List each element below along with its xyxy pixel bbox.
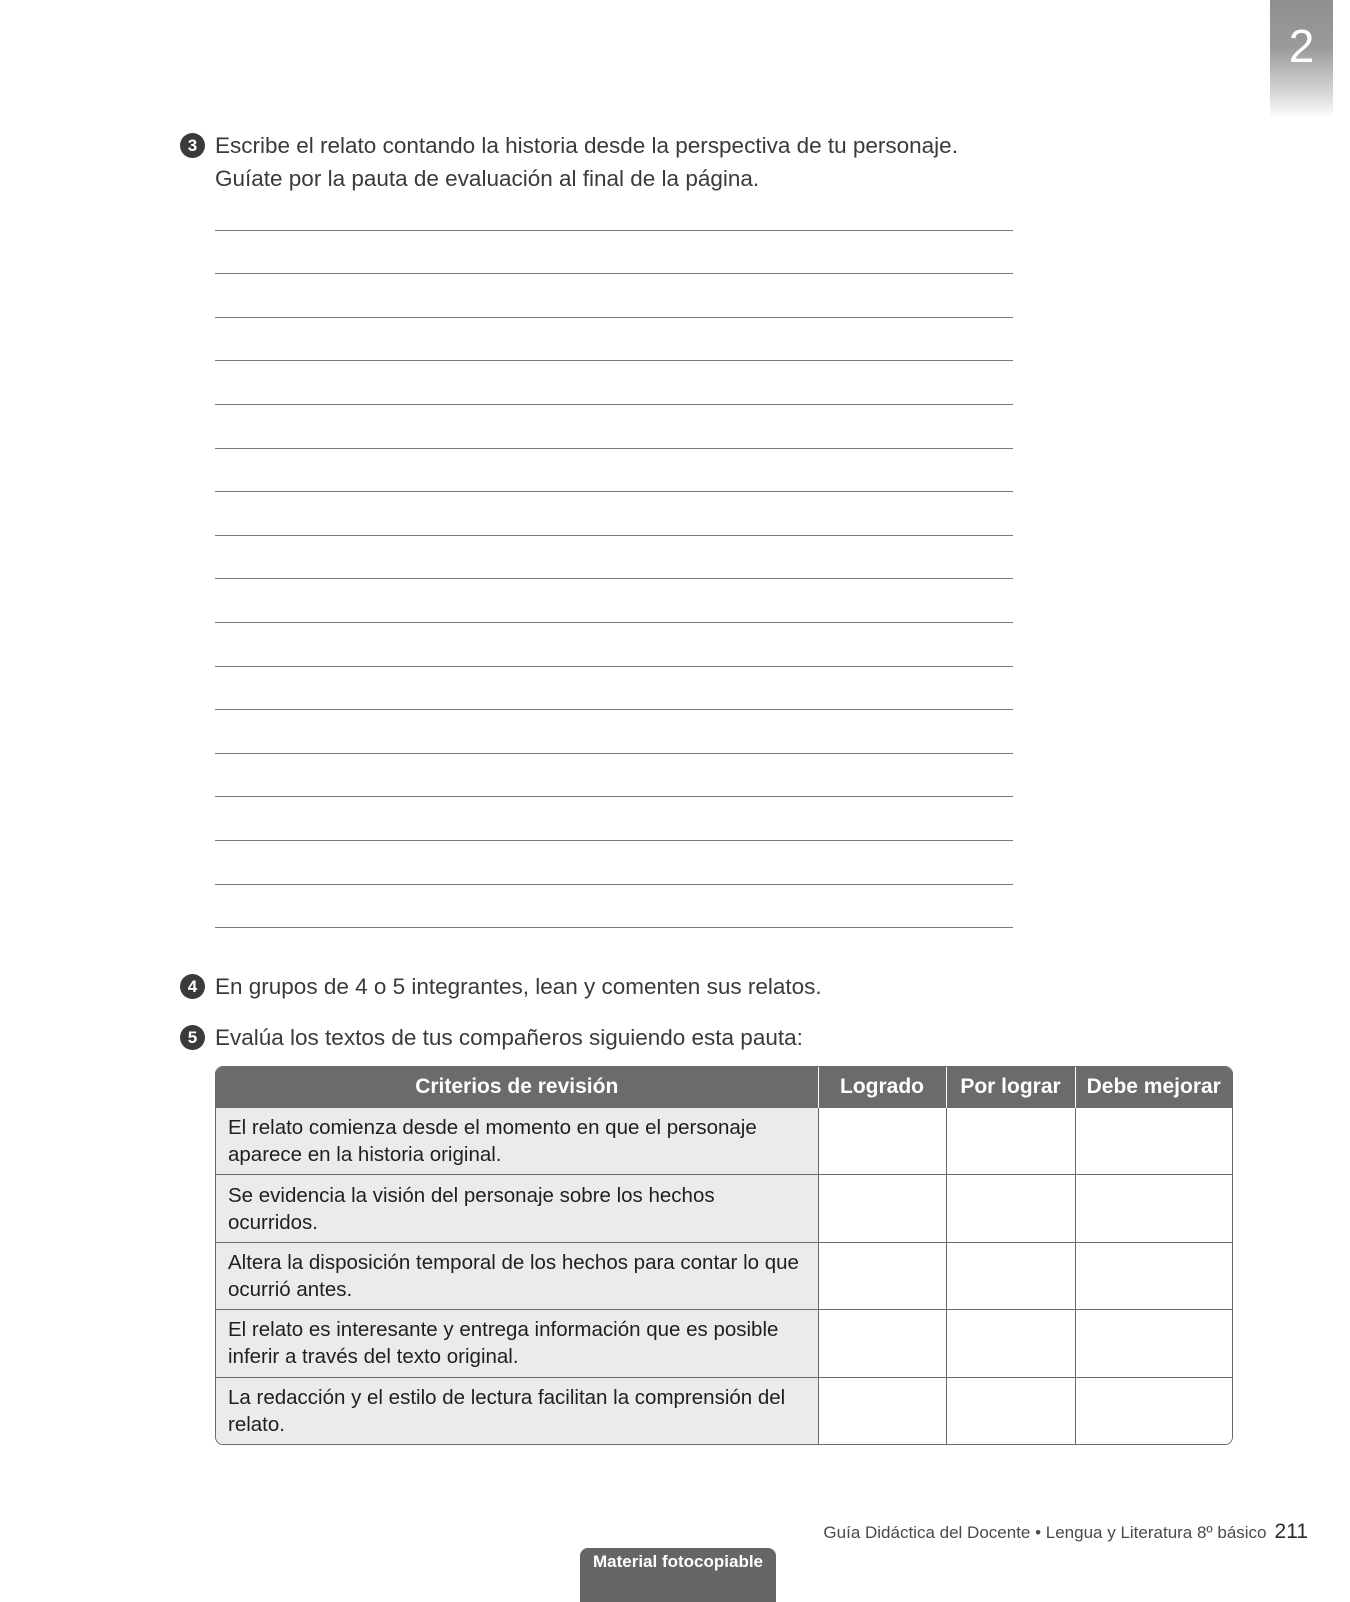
- criterion-cell: El relato es interesante y entrega información que es posible inferir a través del texto original.: [216, 1310, 818, 1377]
- por-lograr-cell[interactable]: [946, 1310, 1075, 1377]
- writing-line[interactable]: [215, 885, 1013, 929]
- activity-instruction: Escribe el relato contando la historia desde la perspectiva de tu personaje. Guíate por la pauta de evaluación al final de la página.: [215, 133, 958, 191]
- rubric-header-row: [216, 1067, 1232, 1108]
- writing-line[interactable]: [215, 492, 1013, 536]
- footer-caption: Guía Didáctica del Docente • Lengua y Literatura 8º básico: [823, 1523, 1267, 1542]
- writing-line[interactable]: [215, 579, 1013, 623]
- photocopy-badge: [580, 1548, 776, 1602]
- criterion-cell: Altera la disposición temporal de los hechos para contar lo que ocurrió antes.: [216, 1242, 818, 1309]
- table-row: [216, 1175, 1232, 1242]
- activity-instruction: Evalúa los textos de tus compañeros siguiendo esta pauta:: [215, 1025, 803, 1050]
- chapter-number: 2: [1288, 20, 1315, 72]
- writing-line[interactable]: [215, 797, 1013, 841]
- page-number: 211: [1274, 1520, 1308, 1543]
- por-lograr-cell[interactable]: [946, 1242, 1075, 1309]
- table-row: [216, 1310, 1232, 1377]
- header-logrado: Logrado: [818, 1067, 946, 1108]
- activity-number-badge: 3: [180, 133, 205, 158]
- logrado-cell[interactable]: [818, 1108, 946, 1175]
- criterion-cell: El relato comienza desde el momento en que el personaje aparece en la historia original.: [216, 1108, 818, 1175]
- logrado-cell[interactable]: [818, 1310, 946, 1377]
- writing-line[interactable]: [215, 667, 1013, 711]
- writing-line[interactable]: [215, 405, 1013, 449]
- activity-5: [180, 1021, 1015, 1054]
- footer: [823, 1520, 1308, 1544]
- logrado-cell[interactable]: [818, 1242, 946, 1309]
- activity-3: [180, 129, 1015, 195]
- debe-mejorar-cell[interactable]: [1075, 1175, 1232, 1242]
- activity-number-badge: 5: [180, 1025, 205, 1050]
- table-row: [216, 1108, 1232, 1175]
- debe-mejorar-cell[interactable]: [1075, 1377, 1232, 1444]
- writing-line[interactable]: [215, 449, 1013, 493]
- rubric-table: [215, 1066, 1233, 1445]
- debe-mejorar-cell[interactable]: [1075, 1310, 1232, 1377]
- chapter-tab: [1270, 0, 1333, 118]
- writing-line[interactable]: [215, 710, 1013, 754]
- writing-line[interactable]: [215, 231, 1013, 275]
- activity-number-badge: 4: [180, 974, 205, 999]
- writing-line[interactable]: [215, 187, 1013, 231]
- writing-line[interactable]: [215, 361, 1013, 405]
- activity-4: [180, 970, 1015, 1003]
- table-row: [216, 1242, 1232, 1309]
- criterion-cell: Se evidencia la visión del personaje sobre los hechos ocurridos.: [216, 1175, 818, 1242]
- logrado-cell[interactable]: [818, 1377, 946, 1444]
- photocopy-badge-label: Material fotocopiable: [592, 1552, 764, 1571]
- writing-area[interactable]: [215, 187, 1013, 928]
- writing-line[interactable]: [215, 623, 1013, 667]
- header-por-lograr: Por lograr: [946, 1067, 1075, 1108]
- header-criteria: Criterios de revisión: [216, 1067, 818, 1108]
- debe-mejorar-cell[interactable]: [1075, 1108, 1232, 1175]
- writing-line[interactable]: [215, 274, 1013, 318]
- table-row: [216, 1377, 1232, 1444]
- por-lograr-cell[interactable]: [946, 1108, 1075, 1175]
- writing-line[interactable]: [215, 754, 1013, 798]
- debe-mejorar-cell[interactable]: [1075, 1242, 1232, 1309]
- logrado-cell[interactable]: [818, 1175, 946, 1242]
- por-lograr-cell[interactable]: [946, 1175, 1075, 1242]
- writing-line[interactable]: [215, 536, 1013, 580]
- criterion-cell: La redacción y el estilo de lectura facilitan la comprensión del relato.: [216, 1377, 818, 1444]
- writing-line[interactable]: [215, 318, 1013, 362]
- por-lograr-cell[interactable]: [946, 1377, 1075, 1444]
- header-debe-mejorar: Debe mejorar: [1075, 1067, 1232, 1108]
- writing-line[interactable]: [215, 841, 1013, 885]
- activity-instruction: En grupos de 4 o 5 integrantes, lean y comenten sus relatos.: [215, 974, 822, 999]
